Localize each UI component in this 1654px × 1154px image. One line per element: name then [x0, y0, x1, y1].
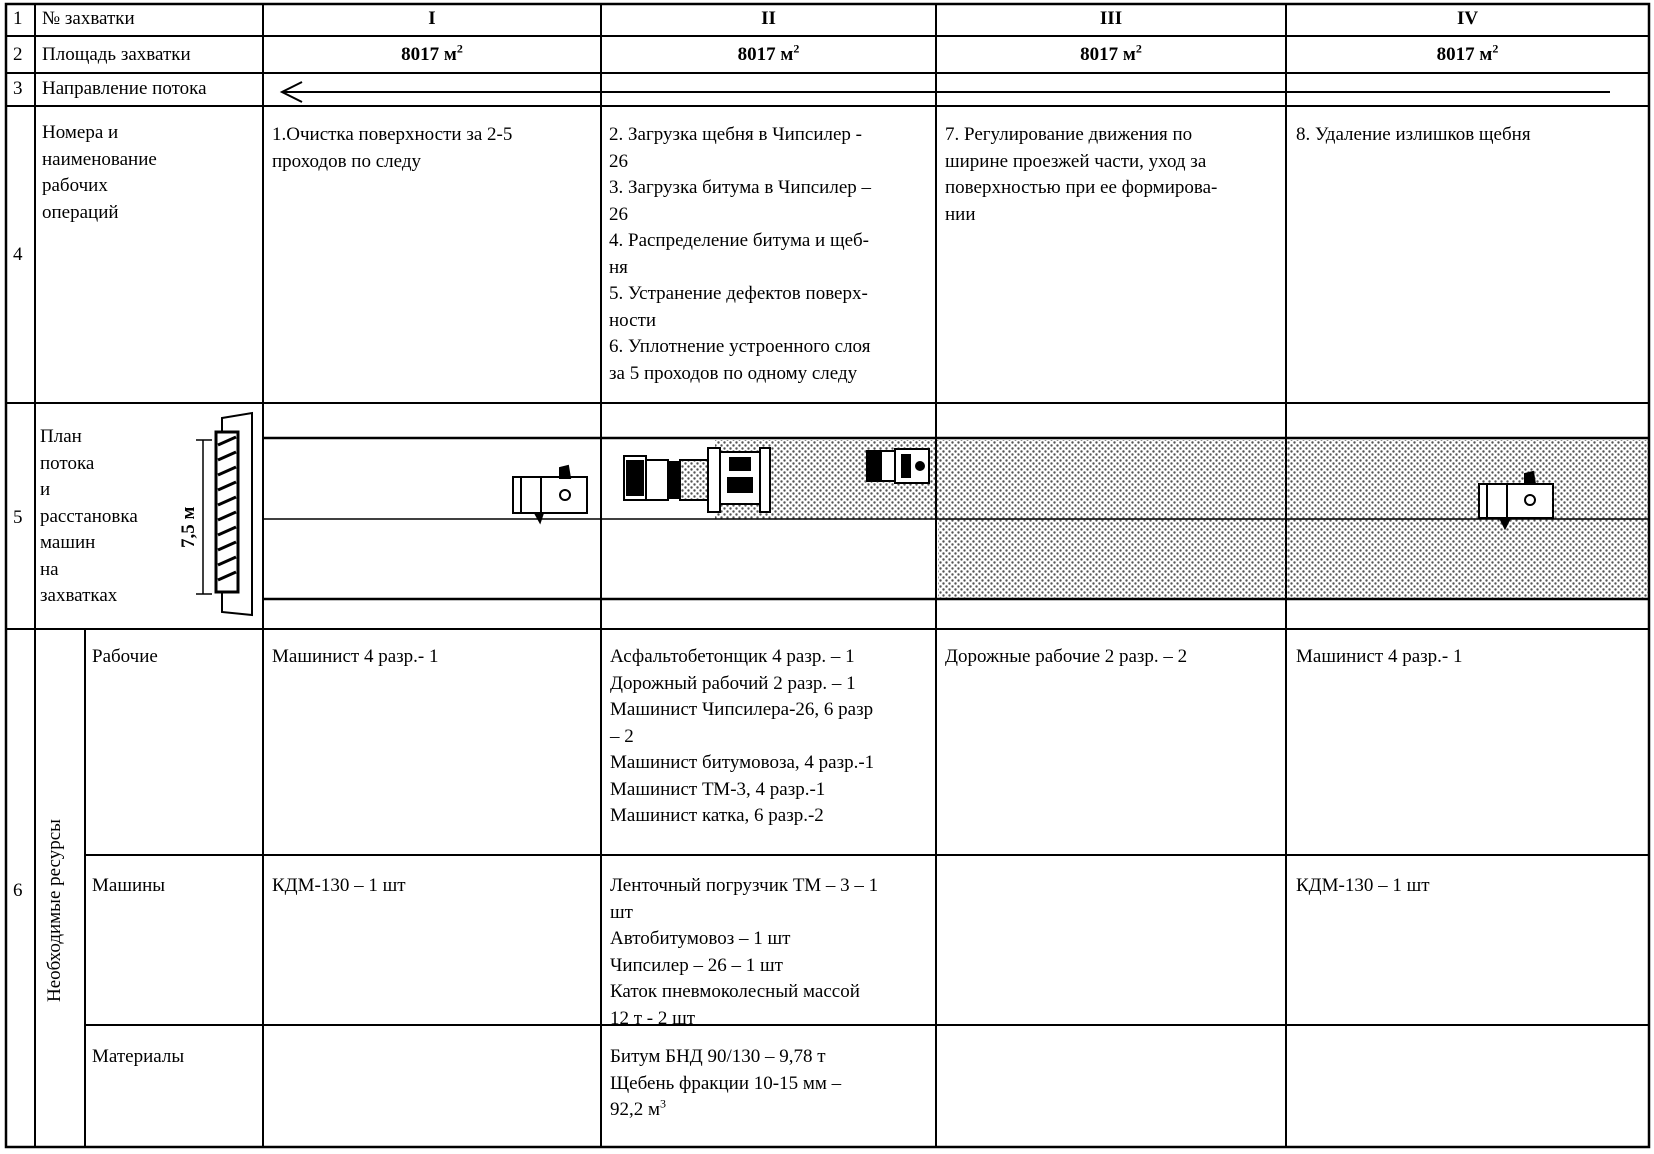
roller-machine-icon — [867, 449, 929, 483]
column-header-I: I — [428, 8, 436, 29]
row-number-4: 4 — [13, 244, 23, 265]
column-header-III: III — [1099, 8, 1123, 29]
column-header-IV: IV — [1456, 8, 1479, 29]
road-section-symbol — [196, 413, 252, 615]
sweeper-machine-icon — [513, 466, 587, 522]
section-area-III: 8017 $м^2$ — [1080, 41, 1142, 65]
flow-direction-arrow — [282, 82, 1610, 102]
workers-label: Рабочие — [92, 646, 158, 667]
row-number-6: 6 — [13, 880, 23, 901]
row-number-5: 5 — [13, 507, 23, 528]
road-width-label: 7,5 м — [178, 506, 199, 548]
row-number-2: 2 — [13, 44, 23, 65]
machines-label: Машины — [92, 875, 166, 896]
row-number-1: 1 — [13, 8, 23, 29]
row-label-flow-direction: Направление потока — [42, 78, 207, 99]
materials-label: Материалы — [92, 1046, 185, 1067]
chip-sealer-train-icon — [624, 448, 770, 512]
row-label-section-area: Площадь захватки — [42, 44, 191, 65]
section-area-I: 8017 $м^2$ — [401, 41, 463, 65]
processed-surface-shading-lower — [938, 519, 1650, 599]
column-header-II: II — [761, 8, 776, 29]
section-area-II: 8017 $м^2$ — [737, 41, 800, 65]
section-area-IV: 8017 $м^2$ — [1436, 41, 1499, 65]
resources-group-label: Необходимые ресурсы — [44, 819, 65, 1002]
row-number-3: 3 — [13, 78, 23, 99]
row-label-section-number: № захватки — [42, 8, 135, 29]
